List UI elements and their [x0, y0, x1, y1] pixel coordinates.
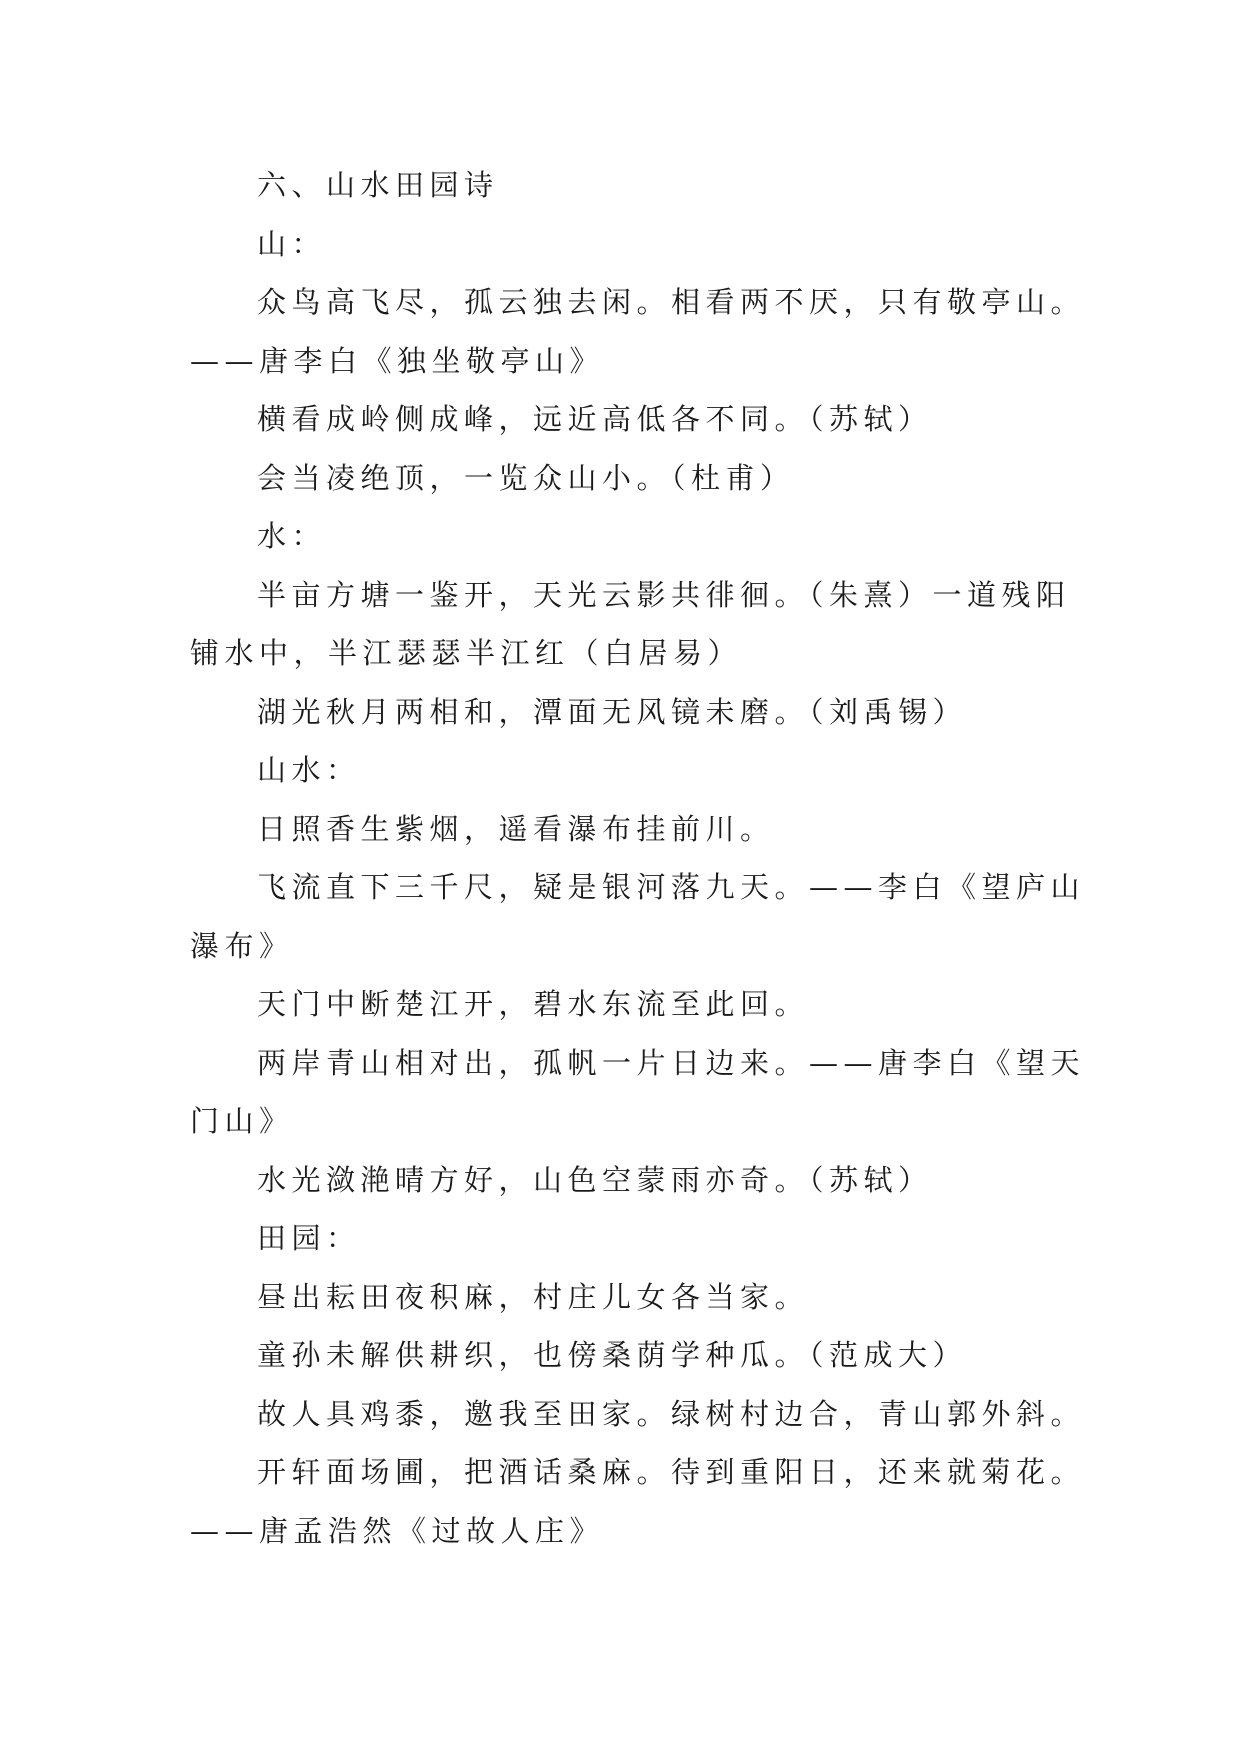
section-heading: 六、山水田园诗 [257, 168, 499, 202]
text-line: 昼出耘田夜积麻，村庄儿女各当家。 [257, 1279, 810, 1314]
text-line: ——唐李白《独坐敬亭山》 [190, 343, 605, 378]
text-line: 门山》 [190, 1104, 294, 1138]
text-line: 两岸青山相对出，孤帆一片日边来。——唐李白《望天 [257, 1045, 1086, 1080]
category-label-countryside: 田园： [257, 1221, 361, 1255]
text-line: 众鸟高飞尽，孤云独去闲。相看两不厌，只有敬亭山。 [257, 285, 1086, 319]
text-line: 开轩面场圃，把酒话桑麻。待到重阳日，还来就菊花。 [257, 1455, 1086, 1489]
document-body [190, 156, 1086, 1560]
text-line: 铺水中，半江瑟瑟半江红（白居易） [190, 636, 743, 670]
text-line: 瀑布》 [190, 928, 294, 963]
text-line: 会当凌绝顶，一览众山小。（杜甫） [257, 460, 795, 495]
text-line: 湖光秋月两相和，潭面无风镜未磨。（刘禹锡） [257, 694, 968, 729]
text-line: 水光潋滟晴方好，山色空蒙雨亦奇。（苏轼） [257, 1162, 933, 1197]
text-line: 日照香生紫烟，遥看瀑布挂前川。 [257, 811, 775, 846]
text-line: 横看成岭侧成峰，远近高低各不同。（苏轼） [257, 402, 933, 436]
text-line: 半亩方塘一鉴开，天光云影共徘徊。（朱熹）一道残阳 [257, 577, 1071, 612]
text-line: ——唐孟浩然《过故人庄》 [190, 1513, 605, 1548]
text-line: 故人具鸡黍，邀我至田家。绿树村边合，青山郭外斜。 [257, 1396, 1086, 1431]
category-label-water: 水： [257, 519, 327, 553]
category-label-mountain: 山： [257, 226, 327, 261]
text-line: 童孙未解供耕织，也傍桑荫学种瓜。（范成大） [257, 1338, 968, 1372]
text-line: 天门中断楚江开，碧水东流至此回。 [257, 987, 810, 1021]
text-line: 飞流直下三千尺，疑是银河落九天。——李白《望庐山 [257, 870, 1086, 904]
category-label-landscape: 山水： [257, 753, 361, 787]
